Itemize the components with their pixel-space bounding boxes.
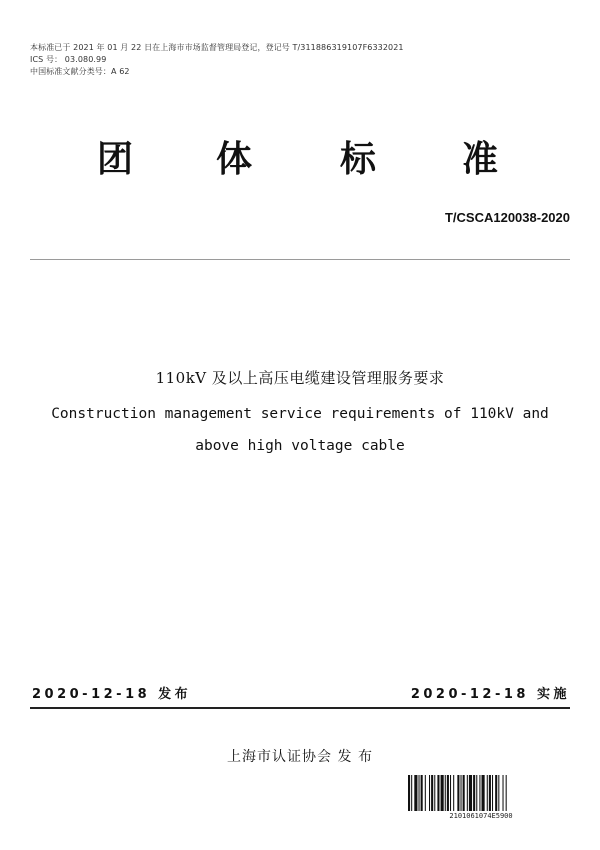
top-divider (30, 259, 570, 260)
barcode-bar (487, 775, 488, 811)
barcode-bar (421, 775, 423, 811)
barcode-bar (419, 775, 420, 811)
english-title (30, 398, 570, 462)
barcode-bar (489, 775, 491, 811)
title-char: 团 (97, 139, 134, 180)
barcode-bar (469, 775, 472, 811)
barcode-icon (406, 775, 556, 811)
barcode-bar (492, 775, 493, 811)
barcode-bar (408, 775, 410, 811)
registration-line: 本标准已于 2021 年 01 月 22 日在上海市市场监督管理局登记，登记号 T/311886319107F6332021 (30, 43, 404, 52)
barcode-bar (445, 775, 446, 811)
chinese-title: 110kV 及以上高压电缆建设管理服务要求 (155, 369, 445, 387)
registration-info (30, 42, 404, 78)
barcode-bar (453, 775, 454, 811)
barcode-number: 2101061074E5900 (449, 812, 513, 820)
barcode-bar (437, 775, 439, 811)
barcode-bar (495, 775, 497, 811)
barcode-bar (482, 775, 485, 811)
barcode-bar (414, 775, 417, 811)
publish-date: 2020-12-18 发布 (32, 687, 192, 702)
barcode-bar (503, 775, 504, 811)
barcode-bar (441, 775, 444, 811)
barcode-bar (447, 775, 449, 811)
barcode-bar (467, 775, 468, 811)
bottom-divider (30, 707, 570, 709)
barcode-bar (429, 775, 430, 811)
ics-number: ICS 号： 03.080.99 (30, 55, 107, 64)
english-title-line: above high voltage cable (195, 438, 405, 454)
barcode-bar (498, 775, 499, 811)
title-char: 体 (216, 139, 253, 180)
title-char: 准 (462, 139, 499, 180)
issuing-organization: 上海市认证协会 发 布 (227, 749, 373, 765)
implement-date: 2020-12-18 实施 (410, 687, 570, 702)
barcode-bar (479, 775, 480, 811)
barcode-bar (457, 775, 459, 811)
barcode-bar (431, 775, 433, 811)
barcode-bar (476, 775, 477, 811)
barcode-bar (473, 775, 475, 811)
barcode-bar (411, 775, 412, 811)
barcode-bar (434, 775, 435, 811)
title-char: 标 (340, 139, 377, 180)
barcode-bar (461, 775, 462, 811)
standard-number: T/CSCA120038-2020 (444, 210, 570, 225)
english-title-line: Construction management service requirements of 110kV and (51, 406, 549, 422)
barcode-bar (463, 775, 465, 811)
classification-number: 中国标准文献分类号：A 62 (30, 67, 130, 76)
barcode-bar (425, 775, 426, 811)
document-type-title (0, 138, 600, 188)
barcode-bar (450, 775, 451, 811)
barcode-bar (506, 775, 507, 811)
